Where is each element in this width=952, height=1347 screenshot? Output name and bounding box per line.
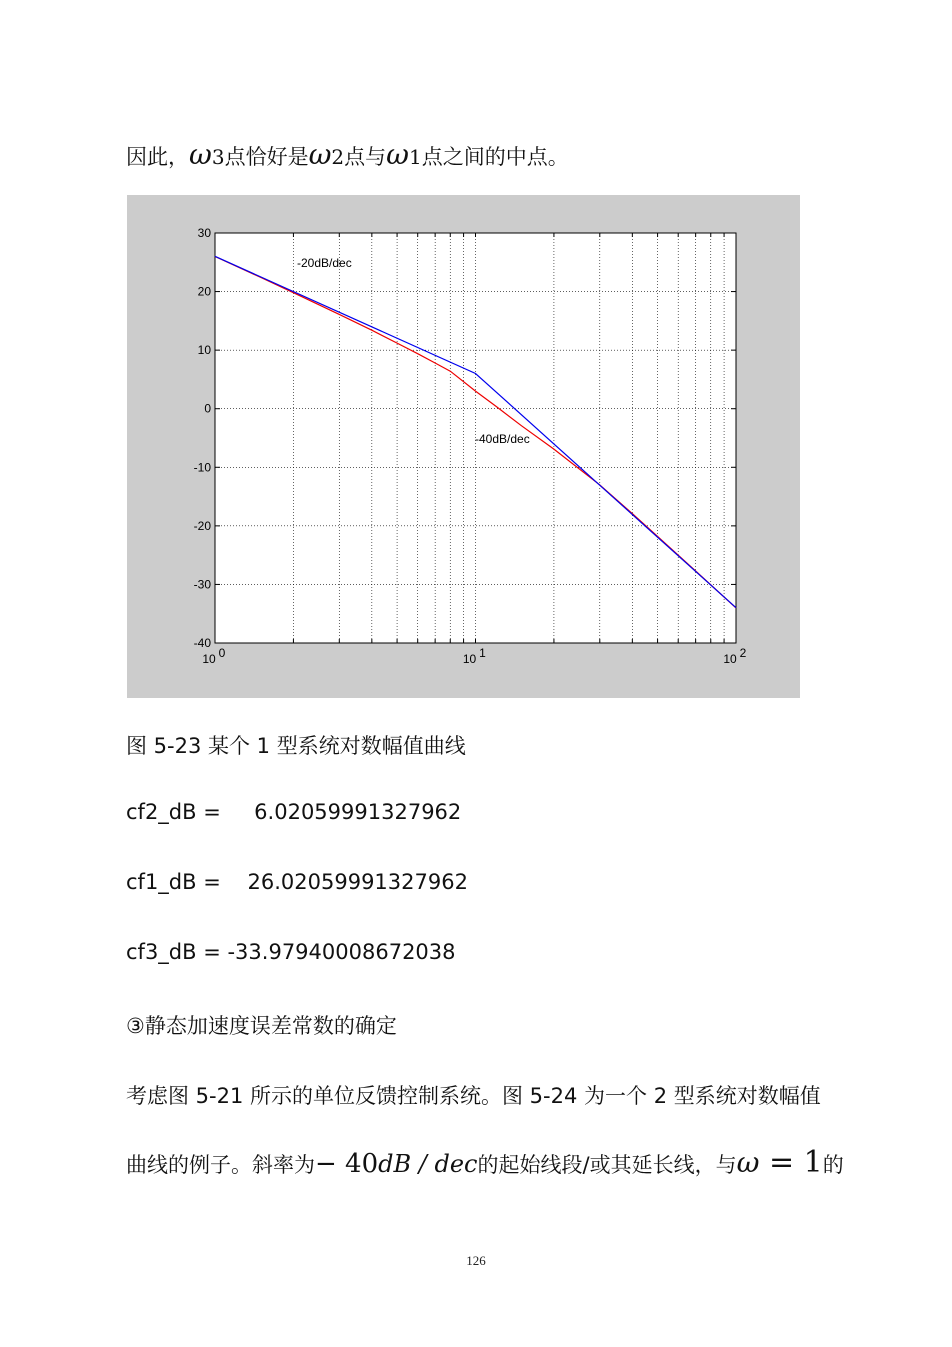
y-tick-label: -20 [193,518,211,533]
figure-caption: 图 5-23 某个 1 型系统对数幅值曲线 [126,734,466,758]
y-tick-label: 10 [197,343,211,358]
result-cf1: cf1_dB = 26.02059991327962 [126,870,468,894]
slope-value: − 40 [315,1149,379,1179]
intro-mid2: 点与 [344,145,387,169]
y-tick-label: -40 [193,636,211,650]
x-tick-exponent: 0 [218,646,226,660]
omega2-subscript: 2 [331,145,345,169]
section-heading: ③静态加速度误差常数的确定 [126,1014,397,1038]
y-tick-label: -10 [193,460,211,475]
intro-line [126,138,569,171]
x-tick-exponent: 1 [479,646,486,660]
y-tick-label: -30 [193,577,211,592]
annotation-minus20: -20dB/dec [297,256,352,270]
bode-plot [127,195,800,698]
result-cf3: cf3_dB = -33.97940008672038 [126,940,456,964]
annotation-minus40: -40dB/dec [475,432,530,446]
x-tick-exponent: 2 [739,646,747,660]
y-tick-label: 0 [204,401,211,416]
intro-mid1: 点恰好是 [224,145,309,169]
x-tick-label: 10 [723,652,737,666]
y-tick-label: 20 [197,284,211,299]
omega2-symbol: ω [308,138,332,171]
omega-symbol: ω [736,1146,760,1179]
para2-prefix: 曲线的例子。斜率为 [126,1153,315,1177]
para2-mid: 的起始线段/或其延长线，与 [477,1153,737,1177]
y-tick-label: 30 [197,226,211,240]
para2-suffix: 的 [822,1153,844,1177]
omega1-subscript: 1 [409,145,422,169]
omega3-subscript: 3 [211,145,225,169]
omega-equals-one: = 1 [759,1145,823,1180]
intro-suffix: 点之间的中点。 [421,145,569,169]
result-cf2: cf2_dB = 6.02059991327962 [126,800,462,824]
paragraph-line-2 [126,1145,844,1180]
omega3-symbol: ω [189,138,212,171]
x-tick-label: 10 [202,652,216,666]
bode-figure [127,195,800,698]
x-tick-labels [202,646,746,666]
x-tick-label: 10 [462,652,477,666]
omega1-symbol: ω [386,138,409,171]
paragraph-line-1: 考虑图 5-21 所示的单位反馈控制系统。图 5-24 为一个 2 型系统对数幅值 [126,1084,821,1108]
y-tick-labels [194,226,212,650]
page-number: 126 [466,1253,486,1268]
slope-unit: dB / dec [378,1150,478,1178]
intro-prefix: 因此， [126,145,189,169]
